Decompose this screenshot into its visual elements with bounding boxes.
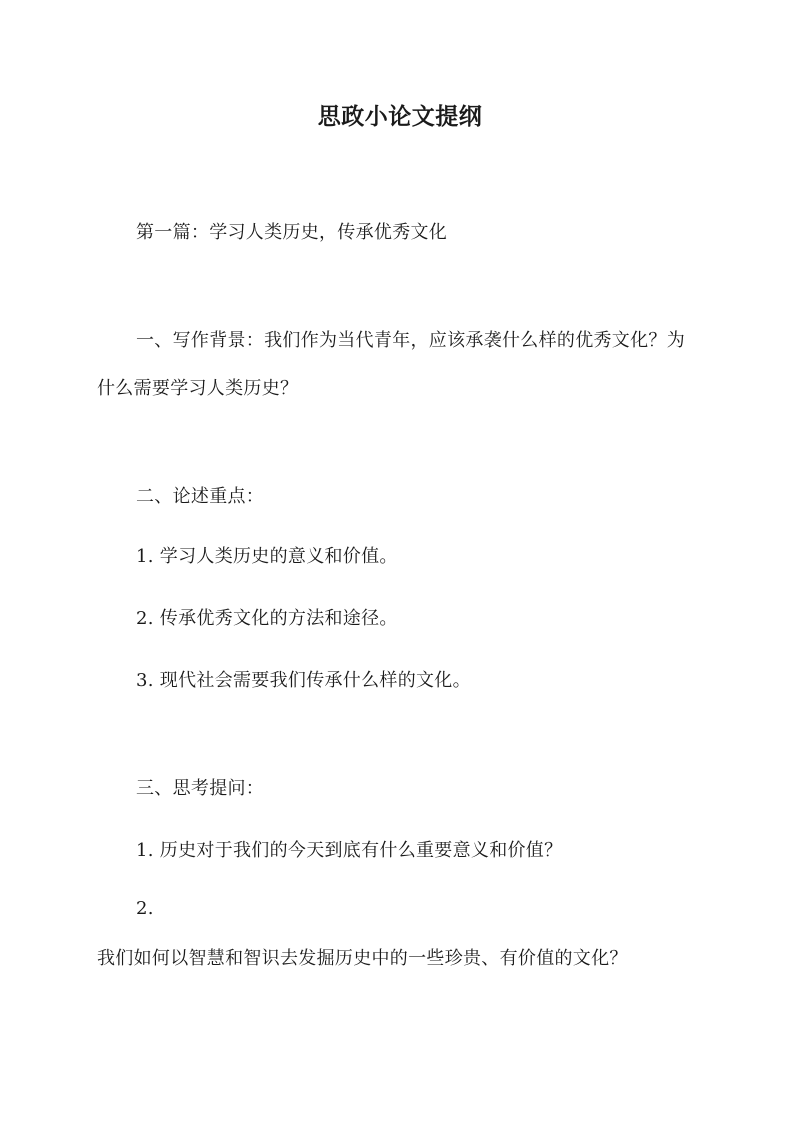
list-item: 3. 现代社会需要我们传承什么样的文化。	[136, 670, 471, 691]
document-title: 思政小论文提纲	[317, 103, 483, 130]
list-item: 1. 学习人类历史的意义和价值。	[136, 546, 398, 567]
section2-heading: 二、论述重点：	[136, 486, 265, 507]
list-item-text: 我们如何以智慧和智识去发掘历史中的一些珍贵、有价值的文化？	[97, 948, 628, 969]
list-item: 1. 历史对于我们的今天到底有什么重要意义和价值？	[136, 840, 563, 861]
list-item: 2. 传承优秀文化的方法和途径。	[136, 608, 398, 629]
section1-line2: 什么需要学习人类历史？	[97, 378, 299, 399]
chapter-heading: 第一篇：学习人类历史，传承优秀文化	[136, 222, 448, 243]
section1-line1: 一、写作背景：我们作为当代青年，应该承袭什么样的优秀文化？为	[136, 330, 685, 351]
list-item-number: 2.	[136, 898, 154, 919]
section3-heading: 三、思考提问：	[136, 778, 265, 799]
